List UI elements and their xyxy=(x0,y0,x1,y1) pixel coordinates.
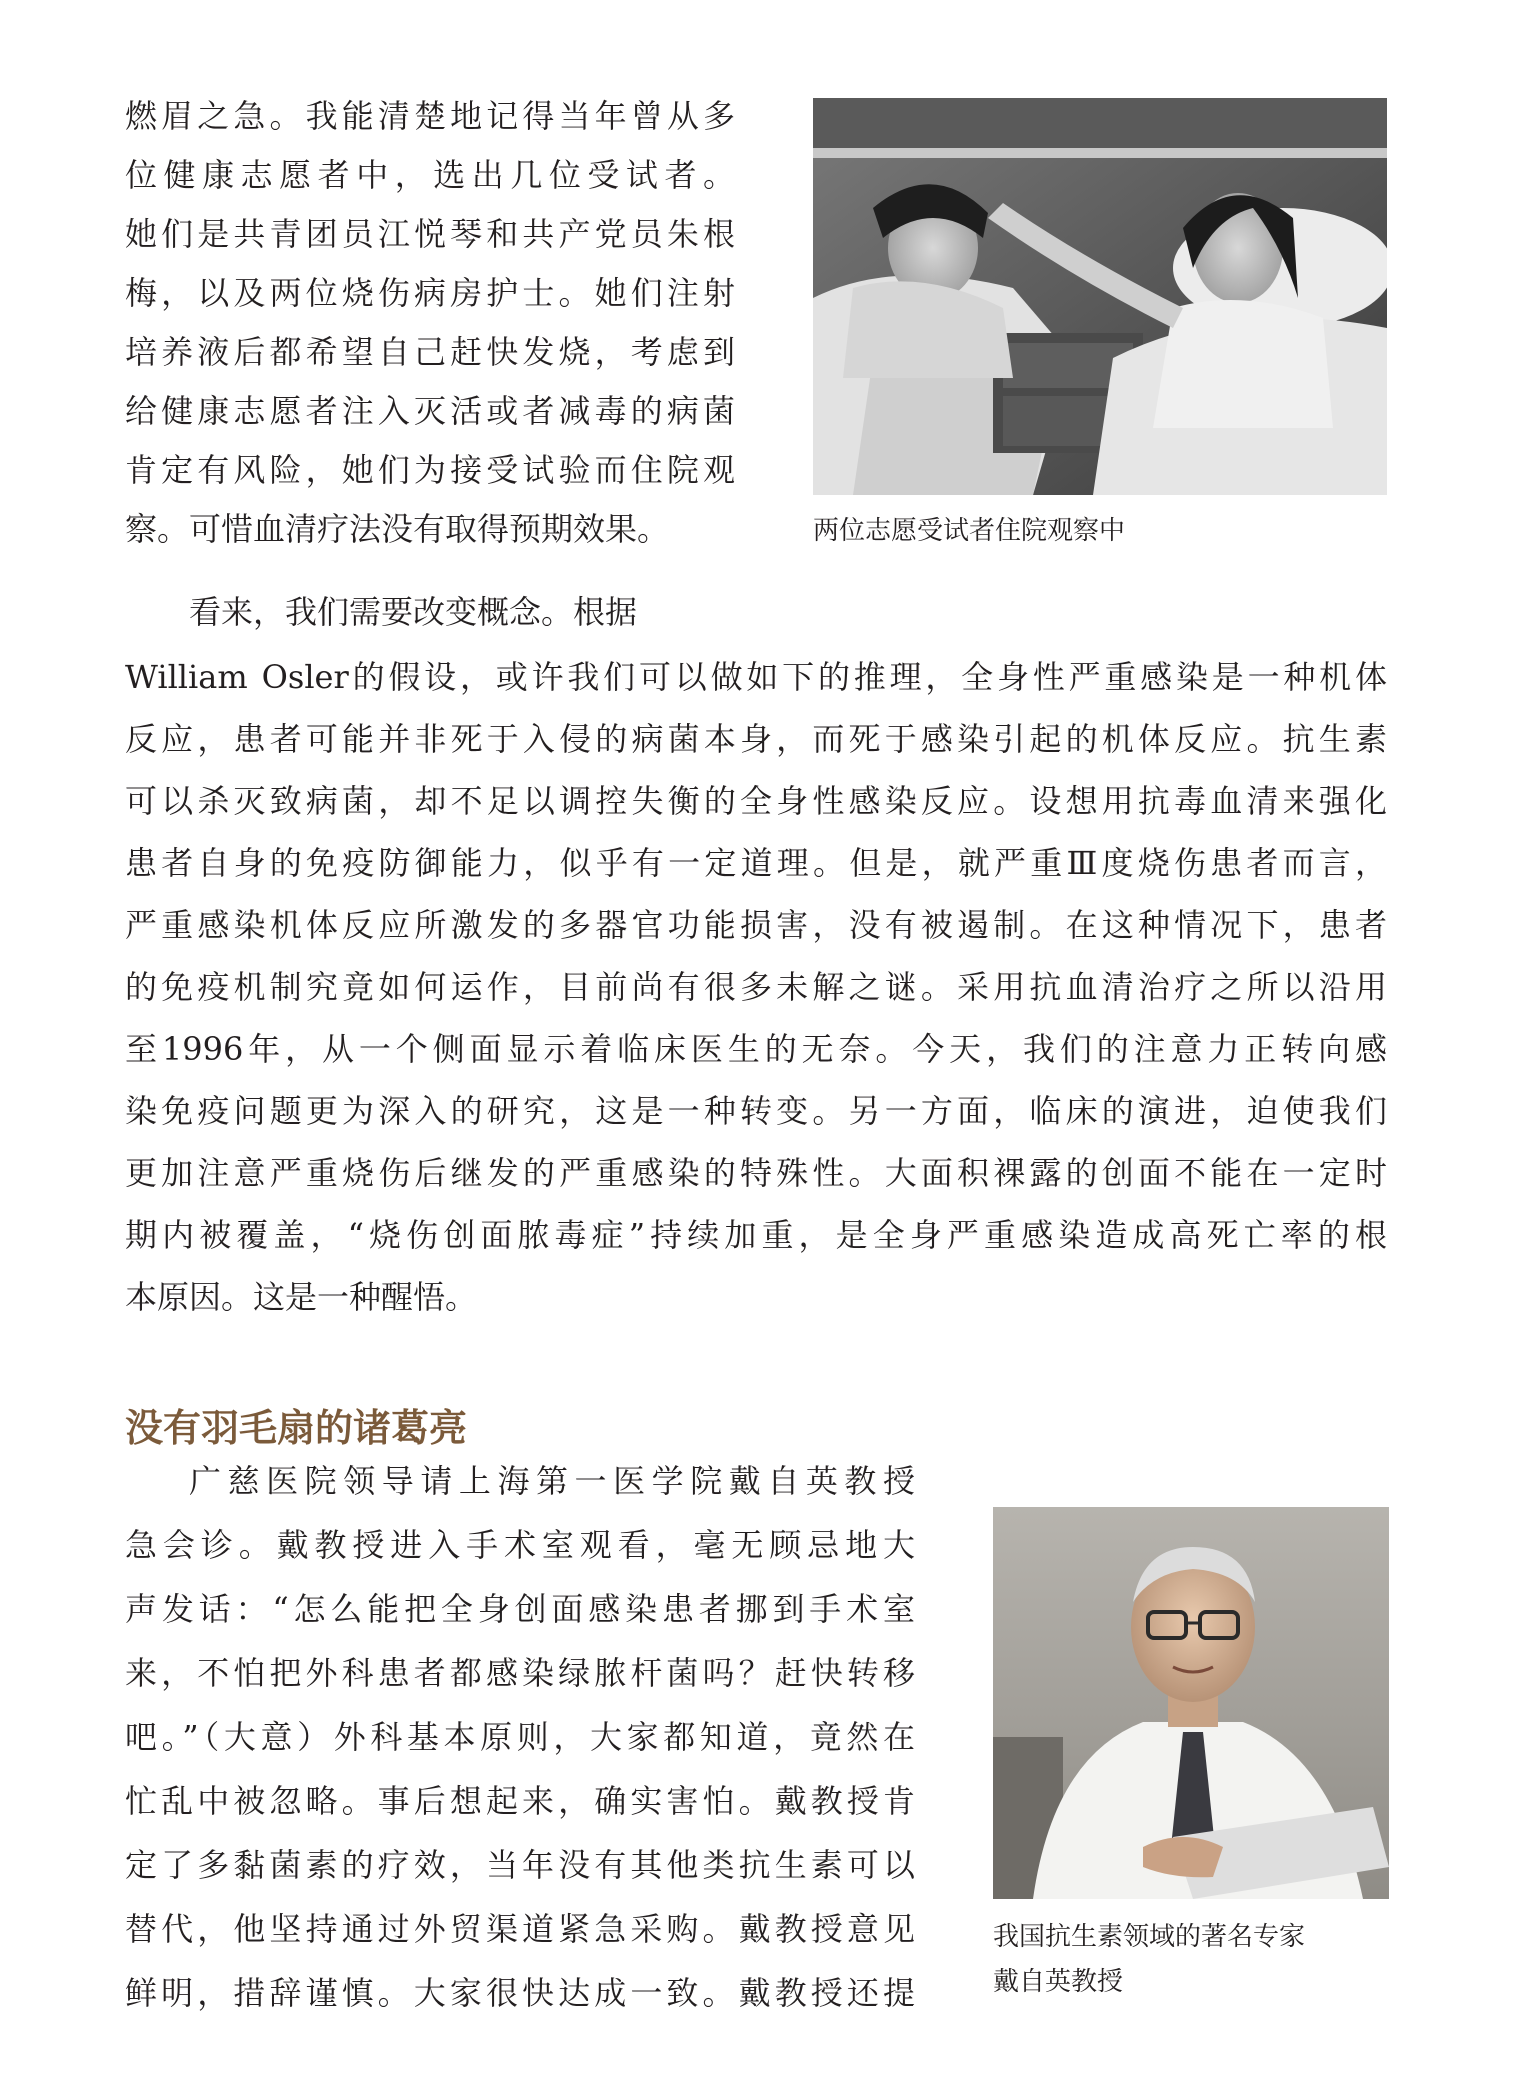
text-line: 声发话：“怎么能把全身创面感染患者挪到手术室 xyxy=(125,1590,915,1628)
text-line: 吧。”（大意）外科基本原则，大家都知道，竟然在 xyxy=(125,1718,915,1756)
text-line: 广慈医院领导请上海第一医学院戴自英教授 xyxy=(189,1462,915,1500)
text-line: 鲜明，措辞谨慎。大家很快达成一致。戴教授还提 xyxy=(125,1974,915,2012)
text-line: 肯定有风险，她们为接受试验而住院观 xyxy=(125,451,735,489)
text-line: 严重感染机体反应所激发的多器官功能损害，没有被遏制。在这种情况下，患者 xyxy=(125,906,1387,944)
text-line: 梅，以及两位烧伤病房护士。她们注射 xyxy=(125,274,735,312)
text-line: 培养液后都希望自己赶快发烧，考虑到 xyxy=(125,333,735,371)
text-line: 位健康志愿者中，选出几位受试者。 xyxy=(125,156,735,194)
text-line: 更加注意严重烧伤后继发的严重感染的特殊性。大面积裸露的创面不能在一定时 xyxy=(125,1154,1387,1192)
text-line: 忙乱中被忽略。事后想起来，确实害怕。戴教授肯 xyxy=(125,1782,915,1820)
text-line: 来，不怕把外科患者都感染绿脓杆菌吗？赶快转移 xyxy=(125,1654,915,1692)
volunteers-photo xyxy=(813,98,1387,495)
text-line: William Osler的假设，或许我们可以做如下的推理，全身性严重感染是一种机体 xyxy=(125,658,1387,696)
text-line: 定了多黏菌素的疗效，当年没有其他类抗生素可以 xyxy=(125,1846,915,1884)
text-line: 燃眉之急。我能清楚地记得当年曾从多 xyxy=(125,97,735,135)
section-heading: 没有羽毛扇的诸葛亮 xyxy=(125,1405,468,1450)
text-line: 至1996年，从一个侧面显示着临床医生的无奈。今天，我们的注意力正转向感 xyxy=(125,1030,1387,1068)
text-line: 染免疫问题更为深入的研究，这是一种转变。另一方面，临床的演进，迫使我们 xyxy=(125,1092,1387,1130)
text-line: 反应，患者可能并非死于入侵的病菌本身，而死于感染引起的机体反应。抗生素 xyxy=(125,720,1387,758)
text-line: 察。可惜血清疗法没有取得预期效果。 xyxy=(125,510,670,548)
text-line: 给健康志愿者注入灭活或者减毒的病菌 xyxy=(125,392,735,430)
photo-caption: 两位志愿受试者住院观察中 xyxy=(813,516,1126,546)
text-line: 替代，他坚持通过外贸渠道紧急采购。戴教授意见 xyxy=(125,1910,915,1948)
professor-portrait-photo xyxy=(993,1507,1389,1899)
photo-caption-line: 戴自英教授 xyxy=(993,1967,1124,1997)
text-line: 可以杀灭致病菌，却不足以调控失衡的全身性感染反应。设想用抗毒血清来强化 xyxy=(125,782,1387,820)
text-line: 急会诊。戴教授进入手术室观看，毫无顾忌地大 xyxy=(125,1526,915,1564)
text-line: 期内被覆盖，“烧伤创面脓毒症”持续加重，是全身严重感染造成高死亡率的根 xyxy=(125,1216,1387,1254)
photo-caption-line: 我国抗生素领域的著名专家 xyxy=(993,1922,1306,1952)
text-line: 的免疫机制究竟如何运作，目前尚有很多未解之谜。采用抗血清治疗之所以沿用 xyxy=(125,968,1387,1006)
text-line: 本原因。这是一种醒悟。 xyxy=(125,1278,478,1316)
text-line: 患者自身的免疫防御能力，似乎有一定道理。但是，就严重Ⅲ度烧伤患者而言， xyxy=(125,844,1387,882)
text-line: 她们是共青团员江悦琴和共产党员朱根 xyxy=(125,215,735,253)
text-line: 看来，我们需要改变概念。根据 xyxy=(189,593,638,631)
